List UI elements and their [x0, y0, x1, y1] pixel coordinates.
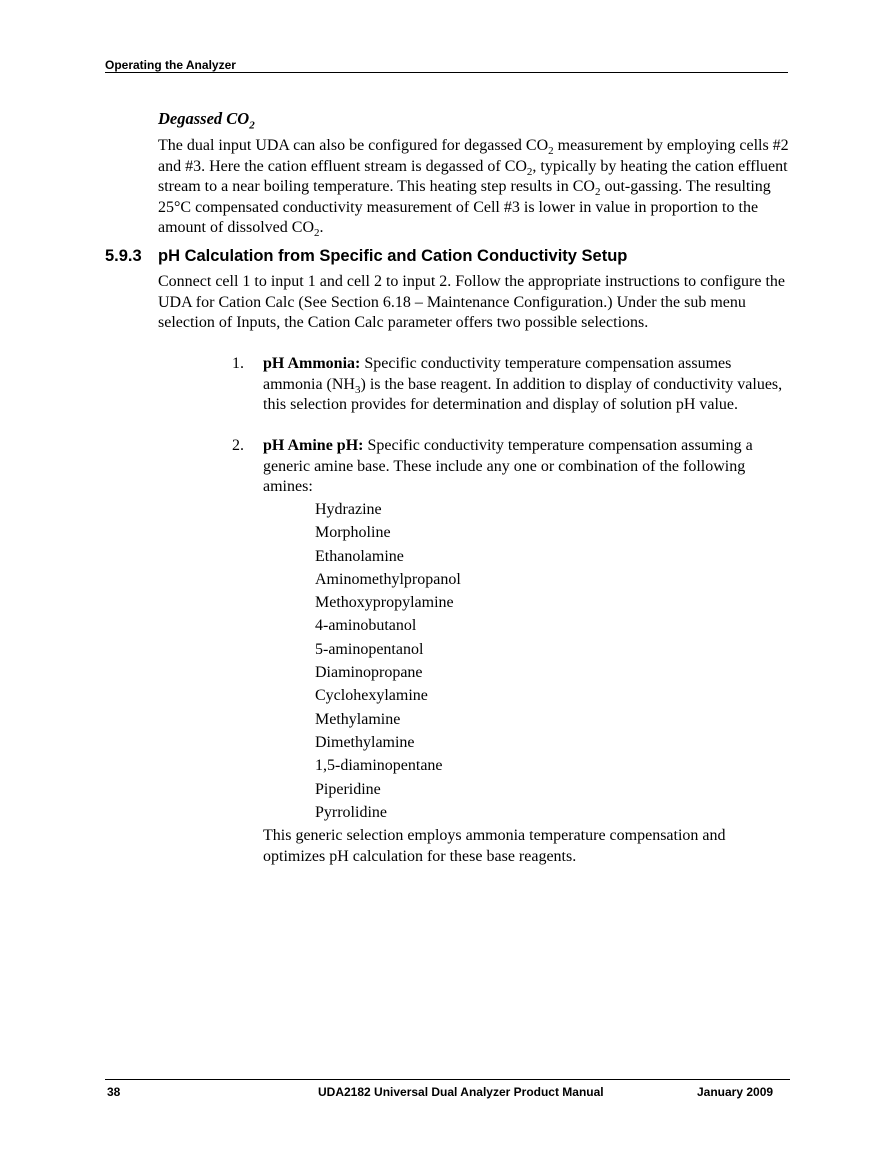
- option-label: pH Ammonia:: [263, 355, 361, 372]
- list-item: Piperidine: [315, 780, 381, 798]
- list-number: 1.: [232, 355, 244, 372]
- list-item: 1,5-diaminopentane: [315, 757, 443, 775]
- closing-paragraph: This generic selection employs ammonia temperature compensation and optimizes pH calculation for these base reagents.: [263, 827, 726, 865]
- list-item: Aminomethylpropanol: [315, 570, 461, 588]
- header-title: Operating the Analyzer: [105, 58, 236, 72]
- section-intro: Connect cell 1 to input 1 and cell 2 to input 2. Follow the appropriate instructions to configure the UDA for Cation Calc (See Section 6.18 – Maintenance Configuration.) Under the sub menu selection of Inputs, the Cation Calc parameter offers two possible selections.: [158, 273, 785, 331]
- page-header: [105, 58, 788, 73]
- amine-list: [315, 498, 461, 824]
- footer-date: January 2009: [697, 1085, 774, 1099]
- list-number: 2.: [232, 437, 244, 454]
- list-item: Cyclohexylamine: [315, 687, 428, 705]
- section-title: pH Calculation from Specific and Cation Conductivity Setup: [158, 247, 628, 265]
- section-heading: [105, 246, 627, 266]
- list-item: Dimethylamine: [315, 733, 415, 751]
- list-item: 4-aminobutanol: [315, 617, 417, 635]
- list-item-ph-ammonia: 1. pH Ammonia: Specific conductivity temperature compensation assumes ammonia $(NH_3)$ is the base reagent. In addition to display of conductivity values, this selection provides for determination and display of solution pH value.: [232, 355, 783, 413]
- list-item: Methoxypropylamine: [315, 594, 454, 612]
- list-item: Diaminopropane: [315, 664, 423, 682]
- list-item: Hydrazine: [315, 501, 382, 518]
- footer-title: UDA2182 Universal Dual Analyzer Product Manual: [318, 1085, 604, 1099]
- degassed-heading: Degassed $CO_2$: [158, 109, 255, 132]
- list-item: Morpholine: [315, 524, 391, 542]
- page-footer: [105, 1079, 790, 1099]
- page-number: 38: [107, 1085, 121, 1099]
- list-item: Methylamine: [315, 710, 401, 728]
- list-item: 5-aminopentanol: [315, 640, 424, 658]
- degassed-paragraph: The dual input UDA can also be configured for degassed $CO_2$ measurement by employing cells #2 and #3. Here the cation effluent stream is degassed of $CO_2$, typically by heating the cation effluent stream to a near boiling temperature. This heating step results in $CO_2$ out-gassing. The resulting 25°C compensated conductivity measurement of Cell #3 is lower in value in proportion to the amount of dissolved $CO_2$.: [158, 137, 789, 240]
- option-label: pH Amine pH:: [263, 437, 364, 454]
- list-item: Pyrrolidine: [315, 803, 387, 821]
- list-item-ph-amine: 2. pH Amine pH: Specific conductivity temperature compensation assuming a generic amine base. These include any one or combination of the following amines:: [232, 437, 753, 495]
- list-item: Ethanolamine: [315, 547, 404, 565]
- section-number: 5.9.3: [105, 247, 142, 265]
